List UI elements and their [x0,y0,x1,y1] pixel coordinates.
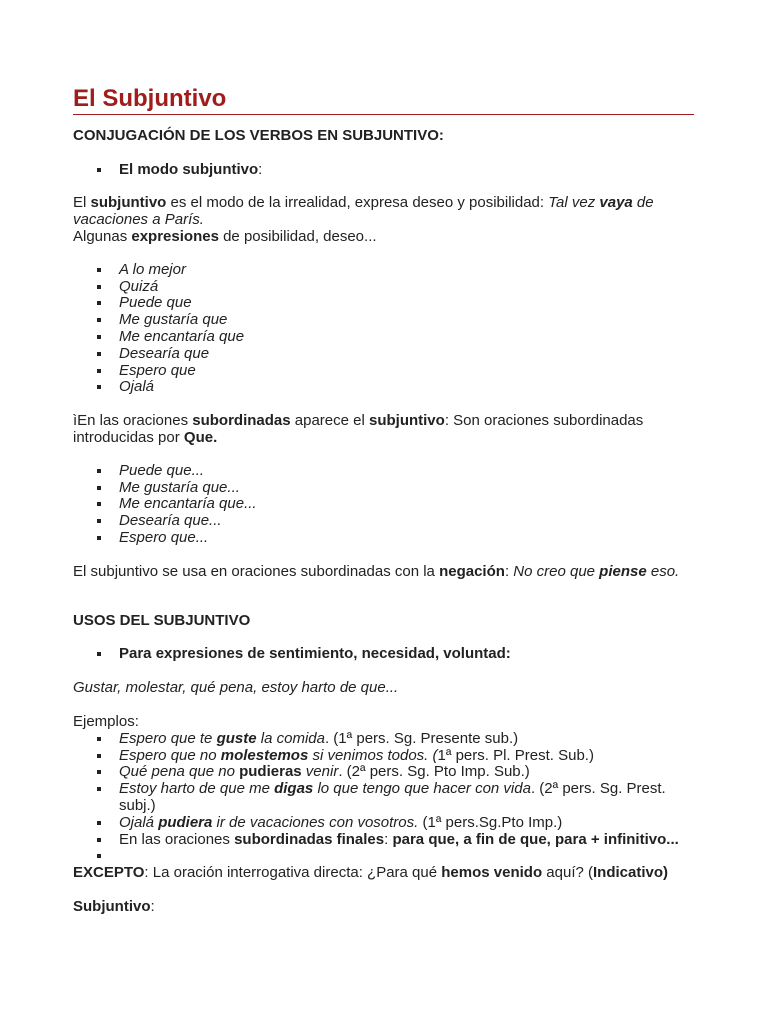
list-item-empty [119,848,698,865]
list-item [119,279,698,296]
italic-text: No creo que [513,562,600,580]
text: Algunas [73,227,132,245]
bold-text: subordinadas [192,412,291,430]
text: aparece el [290,412,369,430]
subjuntivo-label [73,899,698,916]
excepto-line [73,865,698,882]
list-item [119,731,698,748]
usos-list [73,646,698,663]
expresion: Desearía que [119,344,210,362]
bold-text: negación [439,562,505,580]
text: (1ª pers.Sg.Pto Imp.) [418,813,563,831]
bold-italic-text: digas [274,780,314,798]
text: . (2ª pers. Sg. Pto Imp. Sub.) [338,763,530,781]
list-item [119,530,698,547]
list-item [119,463,698,480]
list-item [119,162,698,179]
bold-italic-text: molestemos [220,746,309,764]
text: aquí? ( [542,864,593,882]
list-item [119,329,698,346]
list-item [119,379,698,396]
bold-text: pudieras [239,763,302,781]
paragraph-definicion [73,195,698,229]
paragraph-negacion [73,564,698,581]
italic-text: de vacaciones a París. [73,194,654,229]
text: . (2ª pers. Sg. Prest. subj.) [119,780,666,814]
list-item [119,262,698,279]
italic-text: Qué pena que no [119,763,240,781]
list-item [119,363,698,380]
text: : [150,897,155,915]
bold-italic-text: piense [599,562,647,580]
italic-text: Espero que te [119,729,217,747]
bold-italic-text: vaya [599,194,633,212]
list-item [119,312,698,329]
text: En las oraciones [119,830,235,848]
ejemplos-label: Ejemplos: [73,712,139,730]
list-item [119,646,698,663]
bold-italic-text: guste [216,729,257,747]
subordinada: Puede que... [119,461,205,479]
italic-text: Estoy harto de que me [119,780,275,798]
italic-text: Espero que no [119,746,221,764]
list-item [119,764,698,781]
text: : Son oraciones subordinadas introducidas por [73,412,644,446]
bold-text: expresiones [131,227,219,245]
italic-text: venir [301,763,339,781]
bold-text: hemos venido [441,864,543,882]
text: es el modo de la irrealidad, expresa deseo y posibilidad: [166,194,549,212]
subordinada: Espero que... [119,528,209,546]
text: . (1ª pers. Sg. Presente sub.) [324,729,519,747]
expresion: Me gustaría que [119,311,228,329]
section-heading-conjugacion: CONJUGACIÓN DE LOS VERBOS EN SUBJUNTIVO: [73,127,444,144]
list-item [119,815,698,832]
italic-text: Tal vez [548,194,600,212]
subordinada: Me encantaría que... [119,495,257,513]
modo-rest: : [258,160,263,178]
text: 1ª pers. Pl. Prest. Sub.) [437,746,594,764]
section-heading-usos: USOS DEL SUBJUNTIVO [73,611,251,629]
italic-text: ir de vacaciones con vosotros. [212,813,419,831]
expresiones-list [73,262,698,396]
subordinadas-list [73,463,698,547]
document-title: El Subjuntivo [73,84,694,115]
bold-text: Que. [183,428,218,446]
expresion: Espero que [119,361,196,379]
expresion: Puede que [119,294,192,312]
list-item [119,781,698,815]
list-item [119,513,698,530]
text: de posibilidad, deseo... [218,227,377,245]
text: ìEn las oraciones [73,412,193,430]
list-item [119,480,698,497]
bold-text: Para expresiones de sentimiento, necesidad, voluntad: [119,645,511,663]
bold-text: subjuntivo [368,412,445,430]
modo-list [73,162,698,179]
document-body [73,128,698,916]
expresion: A lo mejor [119,260,186,278]
text: El subjuntivo se usa en oraciones subordinadas con la [73,562,440,580]
text: : La oración interrogativa directa: ¿Para qué [144,864,442,882]
bold-text: para que, a fin de que, para + infinitivo... [392,830,679,848]
ejemplos-list [73,731,698,865]
bold-text: Indicativo) [593,864,669,882]
italic-text: Gustar, molestar, qué pena, estoy harto de que... [73,679,399,697]
modo-bold: El modo subjuntivo [119,160,259,178]
italic-text: la comida [256,729,325,747]
list-item [119,346,698,363]
paragraph-subordinadas [73,413,698,447]
subordinada: Desearía que... [119,512,222,530]
expresion: Quizá [119,277,159,295]
list-item [119,748,698,765]
italic-text: si venimos todos. ( [308,746,438,764]
bold-text: Subjuntivo [73,897,151,915]
paragraph-expresiones [73,229,698,246]
list-item [119,295,698,312]
italic-text: lo que tengo que hacer con vida [313,780,531,798]
expresion: Ojalá [119,378,155,396]
list-item [119,496,698,513]
bold-text: EXCEPTO [73,864,145,882]
expresion: Me encantaría que [119,327,245,345]
bold-text: subjuntivo [90,194,167,212]
text: : [504,562,514,580]
list-item [119,832,698,849]
italic-text: eso. [646,562,680,580]
text: El [73,194,91,212]
bold-text: subordinadas finales [234,830,385,848]
italic-text: Ojalá [119,813,159,831]
text: : [384,830,393,848]
gustar-line [73,680,698,697]
subordinada: Me gustaría que... [119,478,240,496]
bold-italic-text: pudiera [158,813,213,831]
